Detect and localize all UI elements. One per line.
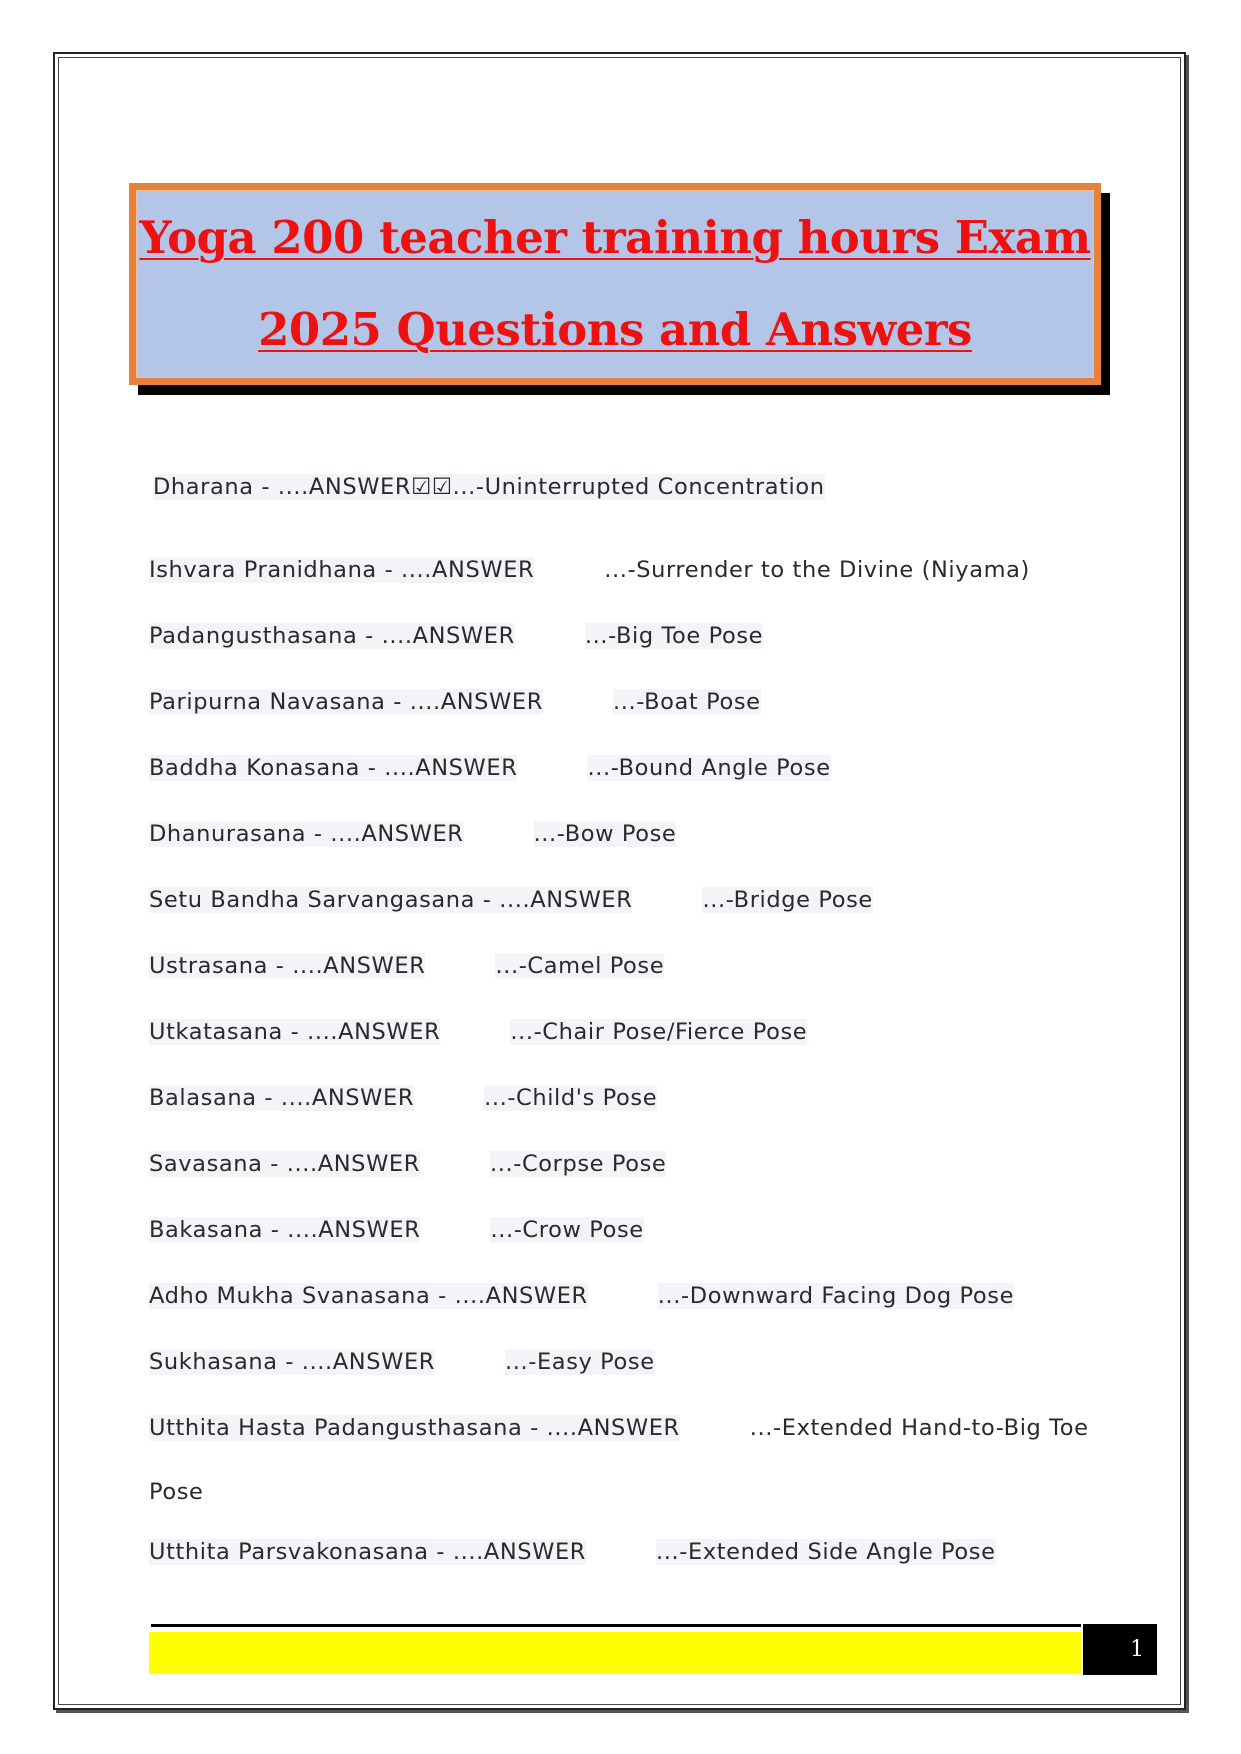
qa-question: Bakasana - ....ANSWER	[149, 1217, 421, 1243]
qa-answer: ...-Big Toe Pose	[584, 623, 764, 649]
qa-question: Savasana - ....ANSWER	[149, 1151, 420, 1177]
qa-question: Ustrasana - ....ANSWER	[149, 953, 426, 979]
qa-question: Baddha Konasana - ....ANSWER	[149, 755, 518, 781]
qa-question: Padangusthasana - ....ANSWER	[149, 623, 515, 649]
qa-answer: ...-Downward Facing Dog Pose	[657, 1283, 1015, 1309]
qa-item-4	[149, 686, 761, 718]
qa-question: Utthita Parsvakonasana - ....ANSWER	[149, 1539, 587, 1565]
qa-answer: ...-Chair Pose/Fierce Pose	[510, 1019, 808, 1045]
qa-answer: ...-Bridge Pose	[702, 887, 873, 913]
qa-question: Adho Mukha Svanasana - ....ANSWER	[149, 1283, 588, 1309]
qa-question: Utkatasana - ....ANSWER	[149, 1019, 441, 1045]
title-line-2: 2025 Questions and Answers	[258, 303, 972, 356]
qa-question: Dharana - ....ANSWER☑☑...-Uninterrupted Concentration	[153, 474, 825, 500]
qa-question: Utthita Hasta Padangusthasana - ....ANSWER	[149, 1415, 680, 1441]
qa-item-11	[149, 1148, 666, 1180]
qa-item-6	[149, 818, 676, 850]
qa-item-13	[149, 1280, 1014, 1312]
qa-answer: ...-Corpse Pose	[489, 1151, 667, 1177]
qa-item-12	[149, 1214, 644, 1246]
title-box-inner	[136, 190, 1094, 378]
qa-question: Balasana - ....ANSWER	[149, 1085, 415, 1111]
qa-answer: ...-Boat Pose	[612, 689, 761, 715]
footer-bar	[149, 1632, 1081, 1674]
qa-item-10	[149, 1082, 657, 1114]
qa-answer: ...-Extended Side Angle Pose	[656, 1539, 996, 1565]
qa-answer: ...-Bound Angle Pose	[587, 755, 831, 781]
qa-question: Dhanurasana - ....ANSWER	[149, 821, 464, 847]
qa-item-16	[149, 1536, 996, 1568]
qa-question: Ishvara Pranidhana - ....ANSWER	[149, 557, 535, 583]
page-number-box	[1083, 1624, 1157, 1675]
qa-item-2	[149, 554, 1030, 586]
qa-item-14	[149, 1346, 655, 1378]
qa-item-3	[149, 620, 763, 652]
title-line-1: Yoga 200 teacher training hours Exam	[139, 211, 1091, 264]
qa-answer: ...-Extended Hand-to-Big Toe	[749, 1415, 1089, 1441]
qa-question: Sukhasana - ....ANSWER	[149, 1349, 436, 1375]
qa-item-8	[149, 950, 664, 982]
qa-item-7	[149, 884, 873, 916]
qa-item-15-continuation	[149, 1476, 204, 1508]
qa-question: Paripurna Navasana - ....ANSWER	[149, 689, 543, 715]
page-number: 1	[1130, 1637, 1144, 1662]
qa-answer: ...-Easy Pose	[505, 1349, 655, 1375]
qa-item-15	[149, 1412, 1089, 1444]
qa-answer: ...-Camel Pose	[495, 953, 665, 979]
qa-answer: ...-Crow Pose	[490, 1217, 644, 1243]
qa-item-5	[149, 752, 831, 784]
qa-answer-continuation: Pose	[149, 1479, 204, 1505]
footer-rule	[151, 1624, 1081, 1627]
qa-question: Setu Bandha Sarvangasana - ....ANSWER	[149, 887, 633, 913]
qa-item-9	[149, 1016, 807, 1048]
qa-answer: ...-Bow Pose	[533, 821, 677, 847]
qa-answer: ...-Child's Pose	[484, 1085, 658, 1111]
qa-answer: ...-Surrender to the Divine (Niyama)	[604, 557, 1030, 583]
title-box	[129, 183, 1101, 385]
qa-item-1	[153, 471, 825, 503]
